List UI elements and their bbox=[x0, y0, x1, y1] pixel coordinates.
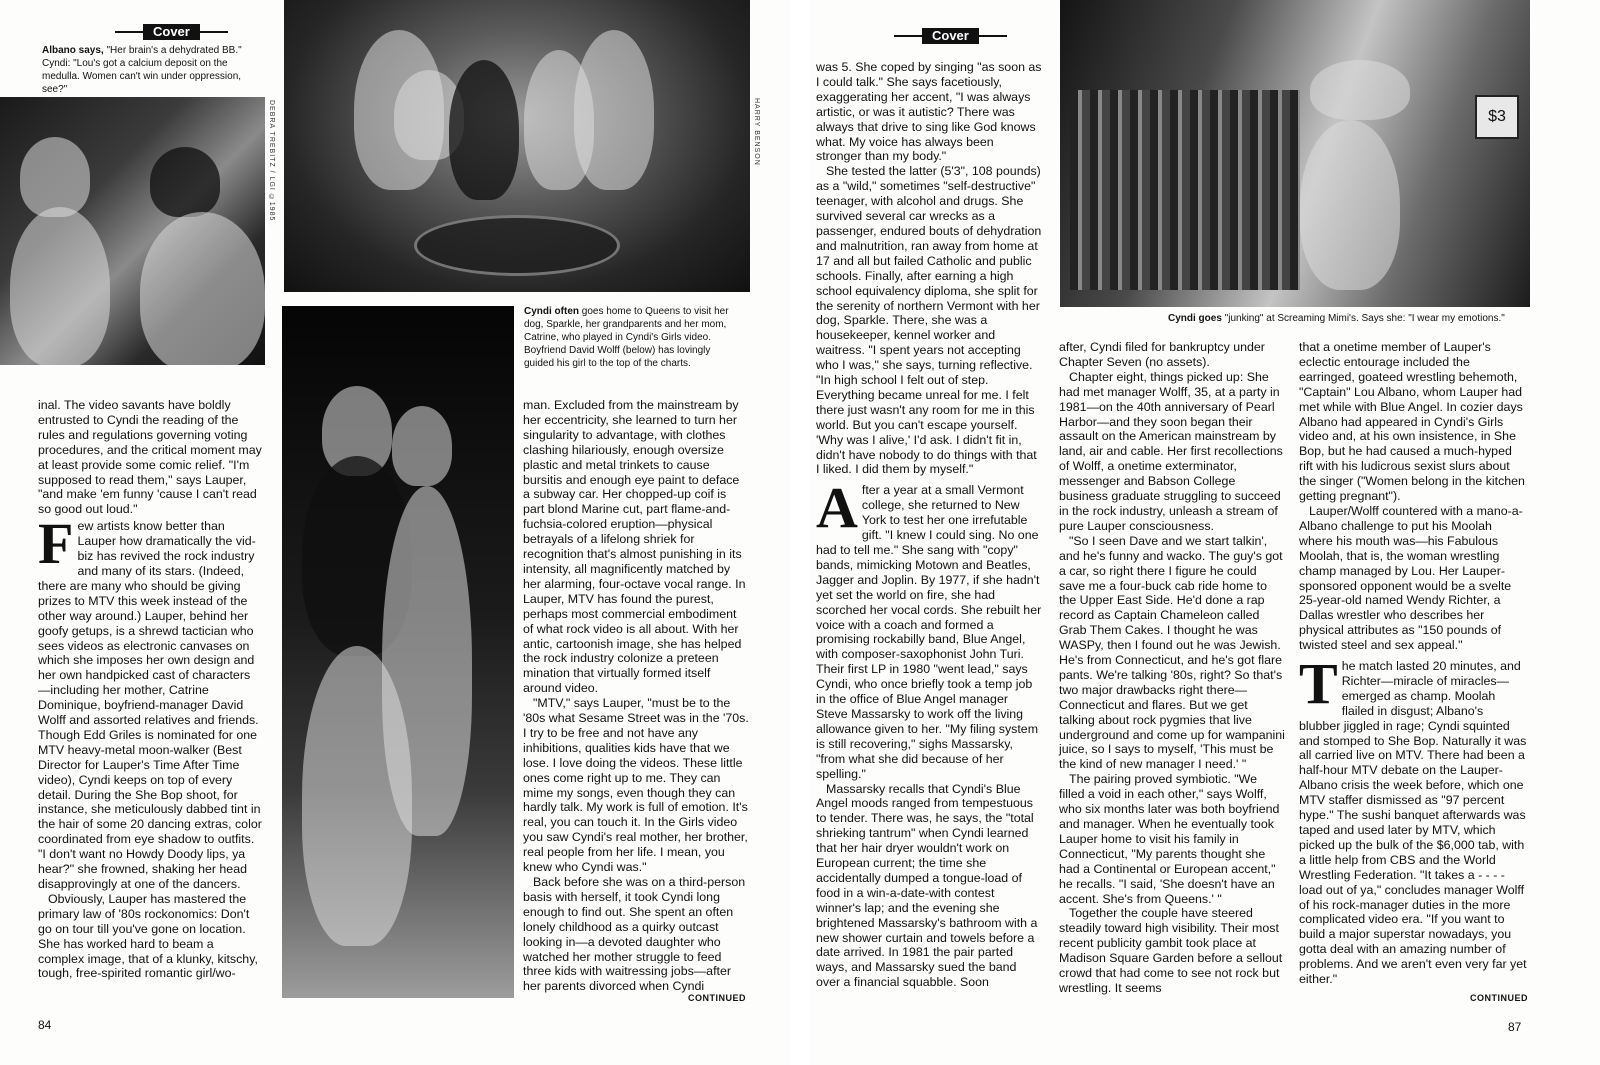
price-sign: $3 bbox=[1475, 95, 1519, 139]
caption-albano: Albano says, "Her brain's a dehydrated BB." Cyndi: "Lou's got a calcium deposit on the medulla. Women can't win under oppression, see?" bbox=[42, 45, 242, 95]
continued-label-right: CONTINUED bbox=[1470, 993, 1528, 1003]
photo-credit-2: HARRY BENSON bbox=[753, 98, 760, 166]
page-number-left: 84 bbox=[38, 1018, 52, 1032]
right-page bbox=[810, 0, 1600, 1065]
left-column-3: man. Excluded from the mainstream by her eccentricity, she learned to turn her singularity to advantage, with clothes clashing hilariously, enough oversize plastic and metal trinkets to cause bursitis and enough eye paint to deface a subway car. Her chopped-up coif is part blond Marine cut, part flame-and-fuchsia-colored eruption—physical betrayals of a lifelong shriek for recognition that's almost punishing in its intensity, all magnificently matched by her alarming, four-octave vocal range. In Lauper, MTV has found the purest, perhaps most commercial embodiment of what rock video is all about. With her antic, cartoonish image, she has helped the rock industry colonize a preteen mination that virtually formed itself around video. "MTV," says Lauper, "must be to the '80s what Sesame Street was in the '70s. I try to be free and not have any inhibitions, qualities kids have that we lose. I love doing the videos. These little ones come right up to me. They can mime my songs, even though they can hardly talk. My work is full of emotion. It's real, you can touch it. In the Girls video you saw Cyndi's real mother, her brother, real people from her life. I mean, you knew who Cyndi was." Back before she was on a third-person basis with herself, it took Cyndi long enough to find out. She spent an often lonely childhood as a quirky outcast looking in—a devoted daughter who watched her mother struggle to feed three kids with waitressing jobs—after her parents divorced when Cyndi bbox=[523, 398, 749, 994]
page-number-right: 87 bbox=[1508, 1020, 1522, 1034]
photo-family bbox=[284, 0, 750, 292]
right-column-1: was 5. She coped by singing "as soon as I could talk." She says facetiously, exaggerating her accent, "I was always artistic, or was it autistic? There was always that drive to sing like God knows what. My voice has always been stronger than my body." She tested the latter (5'3", 108 pounds) as a "wild," sometimes "self-destructive" teenager, with alcohol and drugs. She survived several car wrecks as a passenger, endured bouts of dehydration and malnutrition, ran away from home at 17 and all but failed Catholic and public schools. Finally, after earning a high school equivalency diploma, she split for the serenity of northern Vermont with her dog, Sparkle. There, she was a housekeeper, kennel worker and waitress. "I spent years not accepting who I was," she says, turning reflective. "In high school I felt out of step. Everything became unreal for me. I felt there just wasn't any room for me in this world. But you can't escape yourself. 'Why was I alive,' I'd ask. I didn't fit in, didn't have nobody to do things with that I liked. I did them by myself." After a year at a small Vermont college, she returned to New York to test her one irrefutable gift. "I knew I could sing. No one had to tell me." She sang with "copy" bands, mimicking Motown and Beatles, Jagger and Joplin. By 1977, if she hadn't yet set the world on fire, she had scorched her vocal cords. She rebuilt her voice with a coach and formed a promising rockabilly band, Blue Angel, with composer-saxophonist John Turi. Their first LP in 1980 "went lead," says Cyndi, who once briefly took a temp job in the office of Blue Angel manager Steve Massarsky to work off the living allowance given to her. "My filing system is still recovering," sighs Massarsky, "from what she did because of her spelling." Massarsky recalls that Cyndi's Blue Angel moods ranged from tempestuous to tender. There was, he says, the "total shrieking tantrum" when Cyndi learned that her hair dryer wouldn't work on European current; the time she accidentally dumped a tongue-load of food in a win-a-date-with contest winner's lap; and the evening she brightened Massarsky's bathroom with a new shower curtain and towels before a date arrived. In 1981 the pair parted ways, and Massarsky sued the band over a financial squabble. Soon bbox=[816, 60, 1042, 990]
cover-kicker: Cover bbox=[115, 24, 228, 40]
continued-label-left: CONTINUED bbox=[688, 993, 746, 1003]
right-column-2: after, Cyndi filed for bankruptcy under Chapter Seven (no assets). Chapter eight, things picked up: She had met manager Wolff, 35, at a party in 1981—on the 40th anniversary of Pearl Harbor—and they soon began their assault on the American mainstream by land, air and cable. Her first recollections of Wolff, a onetime exterminator, messenger and Babson College business graduate struggling to succeed in the rock industry, unleash a stream of pure Lauper consciousness. "So I seen Dave and we start talkin', and he's funny and wacko. The guy's got a car, so right there I figure he could save me a four-buck cab ride home to the Upper East Side. He'd done a rap record as Captain Chameleon called Grab Them Cakes. I thought he was WASPy, then I found out he was Jewish. He's from Connecticut, and he's got flare pants. We're talking '80s, right? So that's two major drawbacks right there—Connecticut and flares. But we get talking about rock pygmies that live underground and come up for wampanini juice, so I says to myself, 'This must be the kind of new manager I need.' " The pairing proved symbiotic. "We filled a void in each other," says Wolff, who six months later was both boyfriend and manager. When he eventually took Lauper home to visit his family in Connecticut, "My parents thought she had a Continental or European accent," he recalls. "I said, 'She doesn't have an accent. She's from Queens.' " Together the couple have steered steadily toward high visibility. Their most recent publicity gambit took place at Madison Square Garden before a sellout crowd that had come to see not rock but wrestling. It seems bbox=[1059, 340, 1285, 995]
left-column-1: inal. The video savants have boldly entrusted to Cyndi the reading of the rules and regulations governing voting procedures, and the critical moment may at least provide some comic relief. "I'm supposed to read them," says Lauper, "and make 'em funny 'cause I can't read so good out loud." Few artists know better than Lauper how dramatically the vid-biz has revived the rock industry and many of its stars. (Indeed, there are many who should be giving prizes to MTV this week instead of the other way around.) Lauper, behind her goofy getups, is a shrewd tactician who sees videos as electronic canvases on which she imposes her own design and her own handpicked cast of characters—including her mother, Catrine Dominique, boyfriend-manager David Wolff and assorted relatives and friends. Though Edd Griles is nominated for one MTV heavy-metal moon-walker (Best Director for Lauper's Time After Time video), Cyndi keeps on top of every detail. During the She Bop shoot, for instance, she meticulously dabbed tint in the hair of some 20 dancing extras, color coordinated from eye shadow to outfits. "I don't want no Howdy Doody lips, ya hear?" she frowned, shaking her head disapprovingly at one of the dancers. Obviously, Lauper has mastered the primary law of '80s rockonomics: Don't go on tour till you've gone on location. She has worked hard to beam a complex image, that of a klunky, kitschy, tough, free-spirited romantic girl/wo- bbox=[38, 398, 262, 981]
caption-cyndi-goes: Cyndi goes "junking" at Screaming Mimi's. Says she: "I wear my emotions." bbox=[1168, 313, 1505, 324]
caption-cyndi-often: Cyndi often goes home to Queens to visit her dog, Sparkle, her grandparents and her mom, Catrine, who played in Cyndi's Girls video. Boyfriend David Wolff (below) has lovingly guided his girl to the top of the charts. bbox=[524, 306, 729, 369]
photo-concert bbox=[0, 97, 265, 365]
right-column-3: that a onetime member of Lauper's eclectic entourage included the earringed, goateed wrestling behemoth, "Captain" Lou Albano, whom Lauper had met while with Blue Angel. In cozier days Albano had appeared in Cyndi's Girls video and, at his own insistence, in She Bop, but he had caused a much-hyped rift with his ludicrous sexist slurs about the singer ("Women belong in the kitchen getting pregnant"). Lauper/Wolff countered with a mano-a-Albano challenge to put his Moolah where his mouth was—his Fabulous Moolah, that is, the woman wrestling champ managed by Lou. Her Lauper-sponsored opponent would be a svelte 25-year-old named Wendy Richter, a Dallas wrestler who describes her physical attributes as "150 pounds of twisted steel and sex appeal." The match lasted 20 minutes, and Richter—miracle of miracles—emerged as champ. Moolah flailed in disgust; Albano's blubber jiggled in rage; Cyndi squinted and stomped to She Bop. Naturally it was all carried live on MTV. There had been a half-hour MTV debate on the Lauper-Albano crisis the week before, which one MTV staffer dismissed as "97 percent hype." The sushi banquet afterwards was taped and used later by MTV, which picked up the bulk of the $6,000 tab, with a little help from CBS and the World Wrestling Federation. "It takes a - - - -load out of ya," concludes manager Wolff of his rock-manager duties in the more complicated video era. "If you want to build a major superstar nowadays, you gotta deal with an amazing number of problems. And we aren't even very far yet either." bbox=[1299, 340, 1527, 987]
left-page bbox=[0, 0, 790, 1065]
photo-embrace bbox=[282, 306, 514, 998]
photo-credit-1: DEBRA TREBITZ / LGI ©1985 bbox=[268, 100, 275, 222]
cover-kicker-right: Cover bbox=[894, 28, 1007, 44]
photo-screaming-mimis bbox=[1060, 0, 1530, 307]
